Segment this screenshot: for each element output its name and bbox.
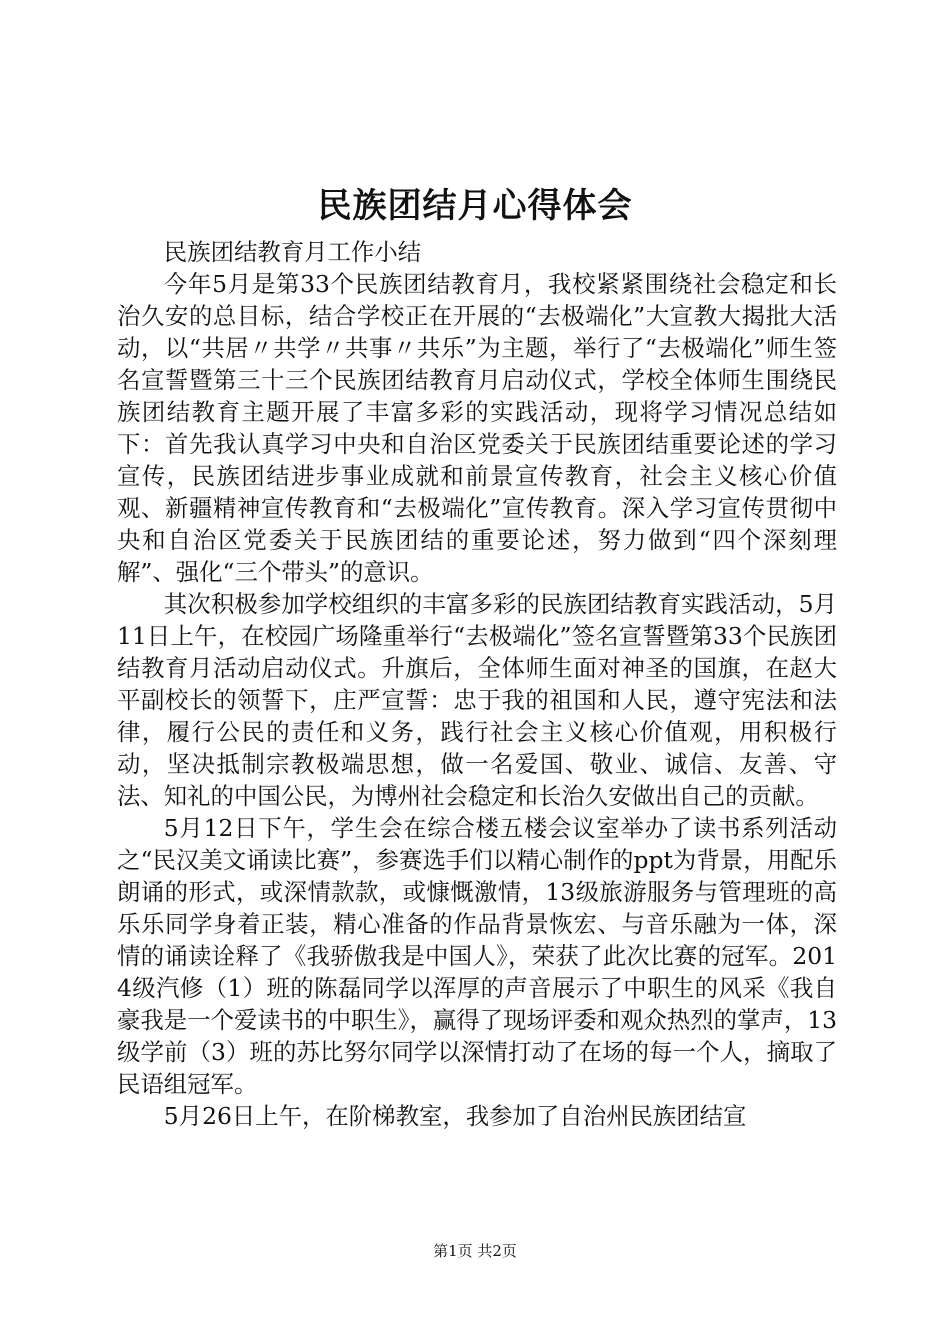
page-number-footer: 第1页 共2页: [433, 1242, 517, 1260]
paragraph: 5月26日上午，在阶梯教室，我参加了自治州民族团结宣: [163, 1102, 747, 1130]
document-body: [117, 236, 837, 1132]
paragraph: 5月12日下午，学生会在综合楼五楼会议室举办了读书系列活动之“民汉美文诵读比赛”，参赛选手们以精心制作的ppt为背景，用配乐朗诵的形式，或深情款款，或慷慨激情，13级旅游服务与管理班的高乐乐同学身着正装，精心准备的作品背景恢宏、与音乐融为一体，深情的诵读诠释了《我骄傲我是中国人》，荣获了此次比赛的冠军。2014级汽修（1）班的陈磊同学以浑厚的声音展示了中职生的风采《我自豪我是一个爱读书的中职生》，赢得了现场评委和观众热烈的掌声，13级学前（3）班的苏比努尔同学以深情打动了在场的每一个人，摘取了民语组冠军。: [117, 814, 837, 1098]
document-title: 民族团结月心得体会: [317, 186, 633, 226]
paragraph: 今年5月是第33个民族团结教育月，我校紧紧围绕社会稳定和长治久安的总目标，结合学校正在开展的“去极端化”大宣教大揭批大活动，以“共居〃共学〃共事〃共乐”为主题，举行了“去极端化”师生签名宣誓暨第三十三个民族团结教育月启动仪式，学校全体师生围绕民族团结教育主题开展了丰富多彩的实践活动，现将学习情况总结如下：首先我认真学习中央和自治区党委关于民族团结重要论述的学习宣传，民族团结进步事业成就和前景宣传教育，社会主义核心价值观、新疆精神宣传教育和“去极端化”宣传教育。深入学习宣传贯彻中央和自治区党委关于民族团结的重要论述，努力做到“四个深刻理解”、强化“三个带头”的意识。: [117, 270, 837, 586]
document-subtitle: 民族团结教育月工作小结: [163, 238, 422, 266]
paragraph: 其次积极参加学校组织的丰富多彩的民族团结教育实践活动，5月11日上午，在校园广场隆重举行“去极端化”签名宣誓暨第33个民族团结教育月活动启动仪式。升旗后，全体师生面对神圣的国旗，在赵大平副校长的领誓下，庄严宣誓：忠于我的祖国和人民，遵守宪法和法律，履行公民的责任和义务，践行社会主义核心价值观，用积极行动，坚决抵制宗教极端思想，做一名爱国、敬业、诚信、友善、守法、知礼的中国公民，为博州社会稳定和长治久安做出自己的贡献。: [117, 590, 837, 810]
